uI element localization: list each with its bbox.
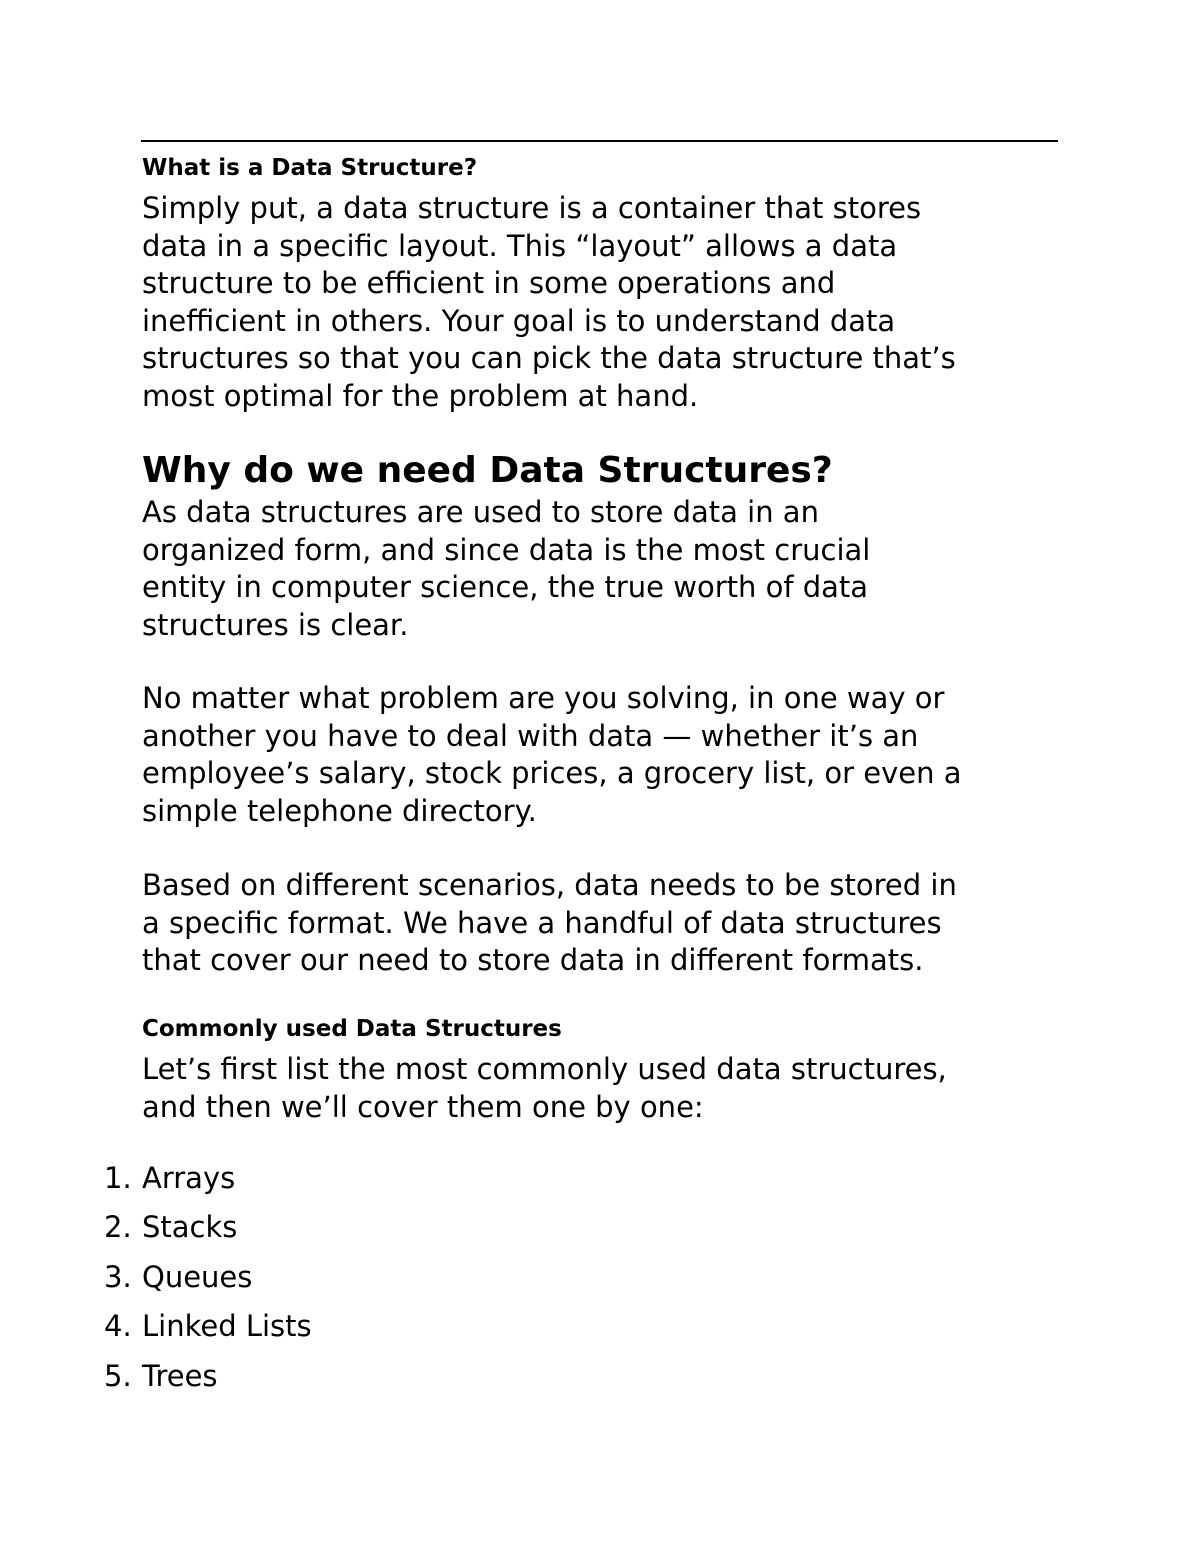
paragraph-line: simple telephone directory.	[142, 793, 537, 828]
paragraph-line: Simply put, a data structure is a container that stores	[142, 191, 922, 225]
list-number: 4.	[104, 1309, 132, 1344]
paragraph-line: structures so that you can pick the data structure that’s	[142, 341, 956, 376]
list-number: 1.	[104, 1161, 132, 1195]
why-need-heading: Why do we need Data Structures?	[142, 450, 833, 491]
list-number: 2.	[104, 1210, 132, 1245]
paragraph-line: that cover our need to store data in different formats.	[142, 943, 924, 978]
paragraph-line: inefficient in others. Your goal is to understand data	[142, 303, 896, 338]
list-label: Stacks	[142, 1210, 238, 1245]
what-is-paragraph	[142, 190, 956, 416]
paragraph-line: entity in computer science, the true worth of data	[142, 570, 869, 605]
paragraph-line: most optimal for the problem at hand.	[142, 378, 699, 413]
top-horizontal-rule	[141, 140, 1058, 142]
list-number: 3.	[104, 1259, 132, 1294]
list-label: Trees	[142, 1358, 218, 1393]
commonly-used-heading: Commonly used Data Structures	[142, 1016, 562, 1042]
paragraph-line: a specific format. We have a handful of data structures	[142, 905, 942, 940]
commonly-used-paragraph	[142, 1051, 947, 1126]
paragraph-line: Based on different scenarios, data needs to be stored in	[142, 868, 957, 902]
paragraph-line: organized form, and since data is the most crucial	[142, 532, 871, 567]
paragraph-line: Let’s first list the most commonly used data structures,	[142, 1052, 947, 1086]
list-label: Linked Lists	[142, 1309, 312, 1344]
paragraph-line: employee’s salary, stock prices, a grocery list, or even a	[142, 756, 962, 791]
why-paragraph-3	[142, 867, 957, 980]
paragraph-line: data in a specific layout. This “layout” allows a data	[142, 228, 898, 263]
why-paragraph-1	[142, 494, 870, 644]
list-label: Queues	[142, 1259, 253, 1294]
list-label: Arrays	[142, 1161, 236, 1195]
why-paragraph-2	[142, 680, 961, 830]
paragraph-line: structures is clear.	[142, 607, 409, 642]
paragraph-line: No matter what problem are you solving, in one way or	[142, 681, 945, 715]
paragraph-line: As data structures are used to store data in an	[142, 495, 819, 529]
paragraph-line: structure to be efficient in some operations and	[142, 266, 836, 301]
paragraph-line: another you have to deal with data — whether it’s an	[142, 718, 919, 753]
list-number: 5.	[104, 1358, 132, 1393]
paragraph-line: and then we’ll cover them one by one:	[142, 1089, 704, 1124]
what-is-heading: What is a Data Structure?	[142, 155, 478, 181]
